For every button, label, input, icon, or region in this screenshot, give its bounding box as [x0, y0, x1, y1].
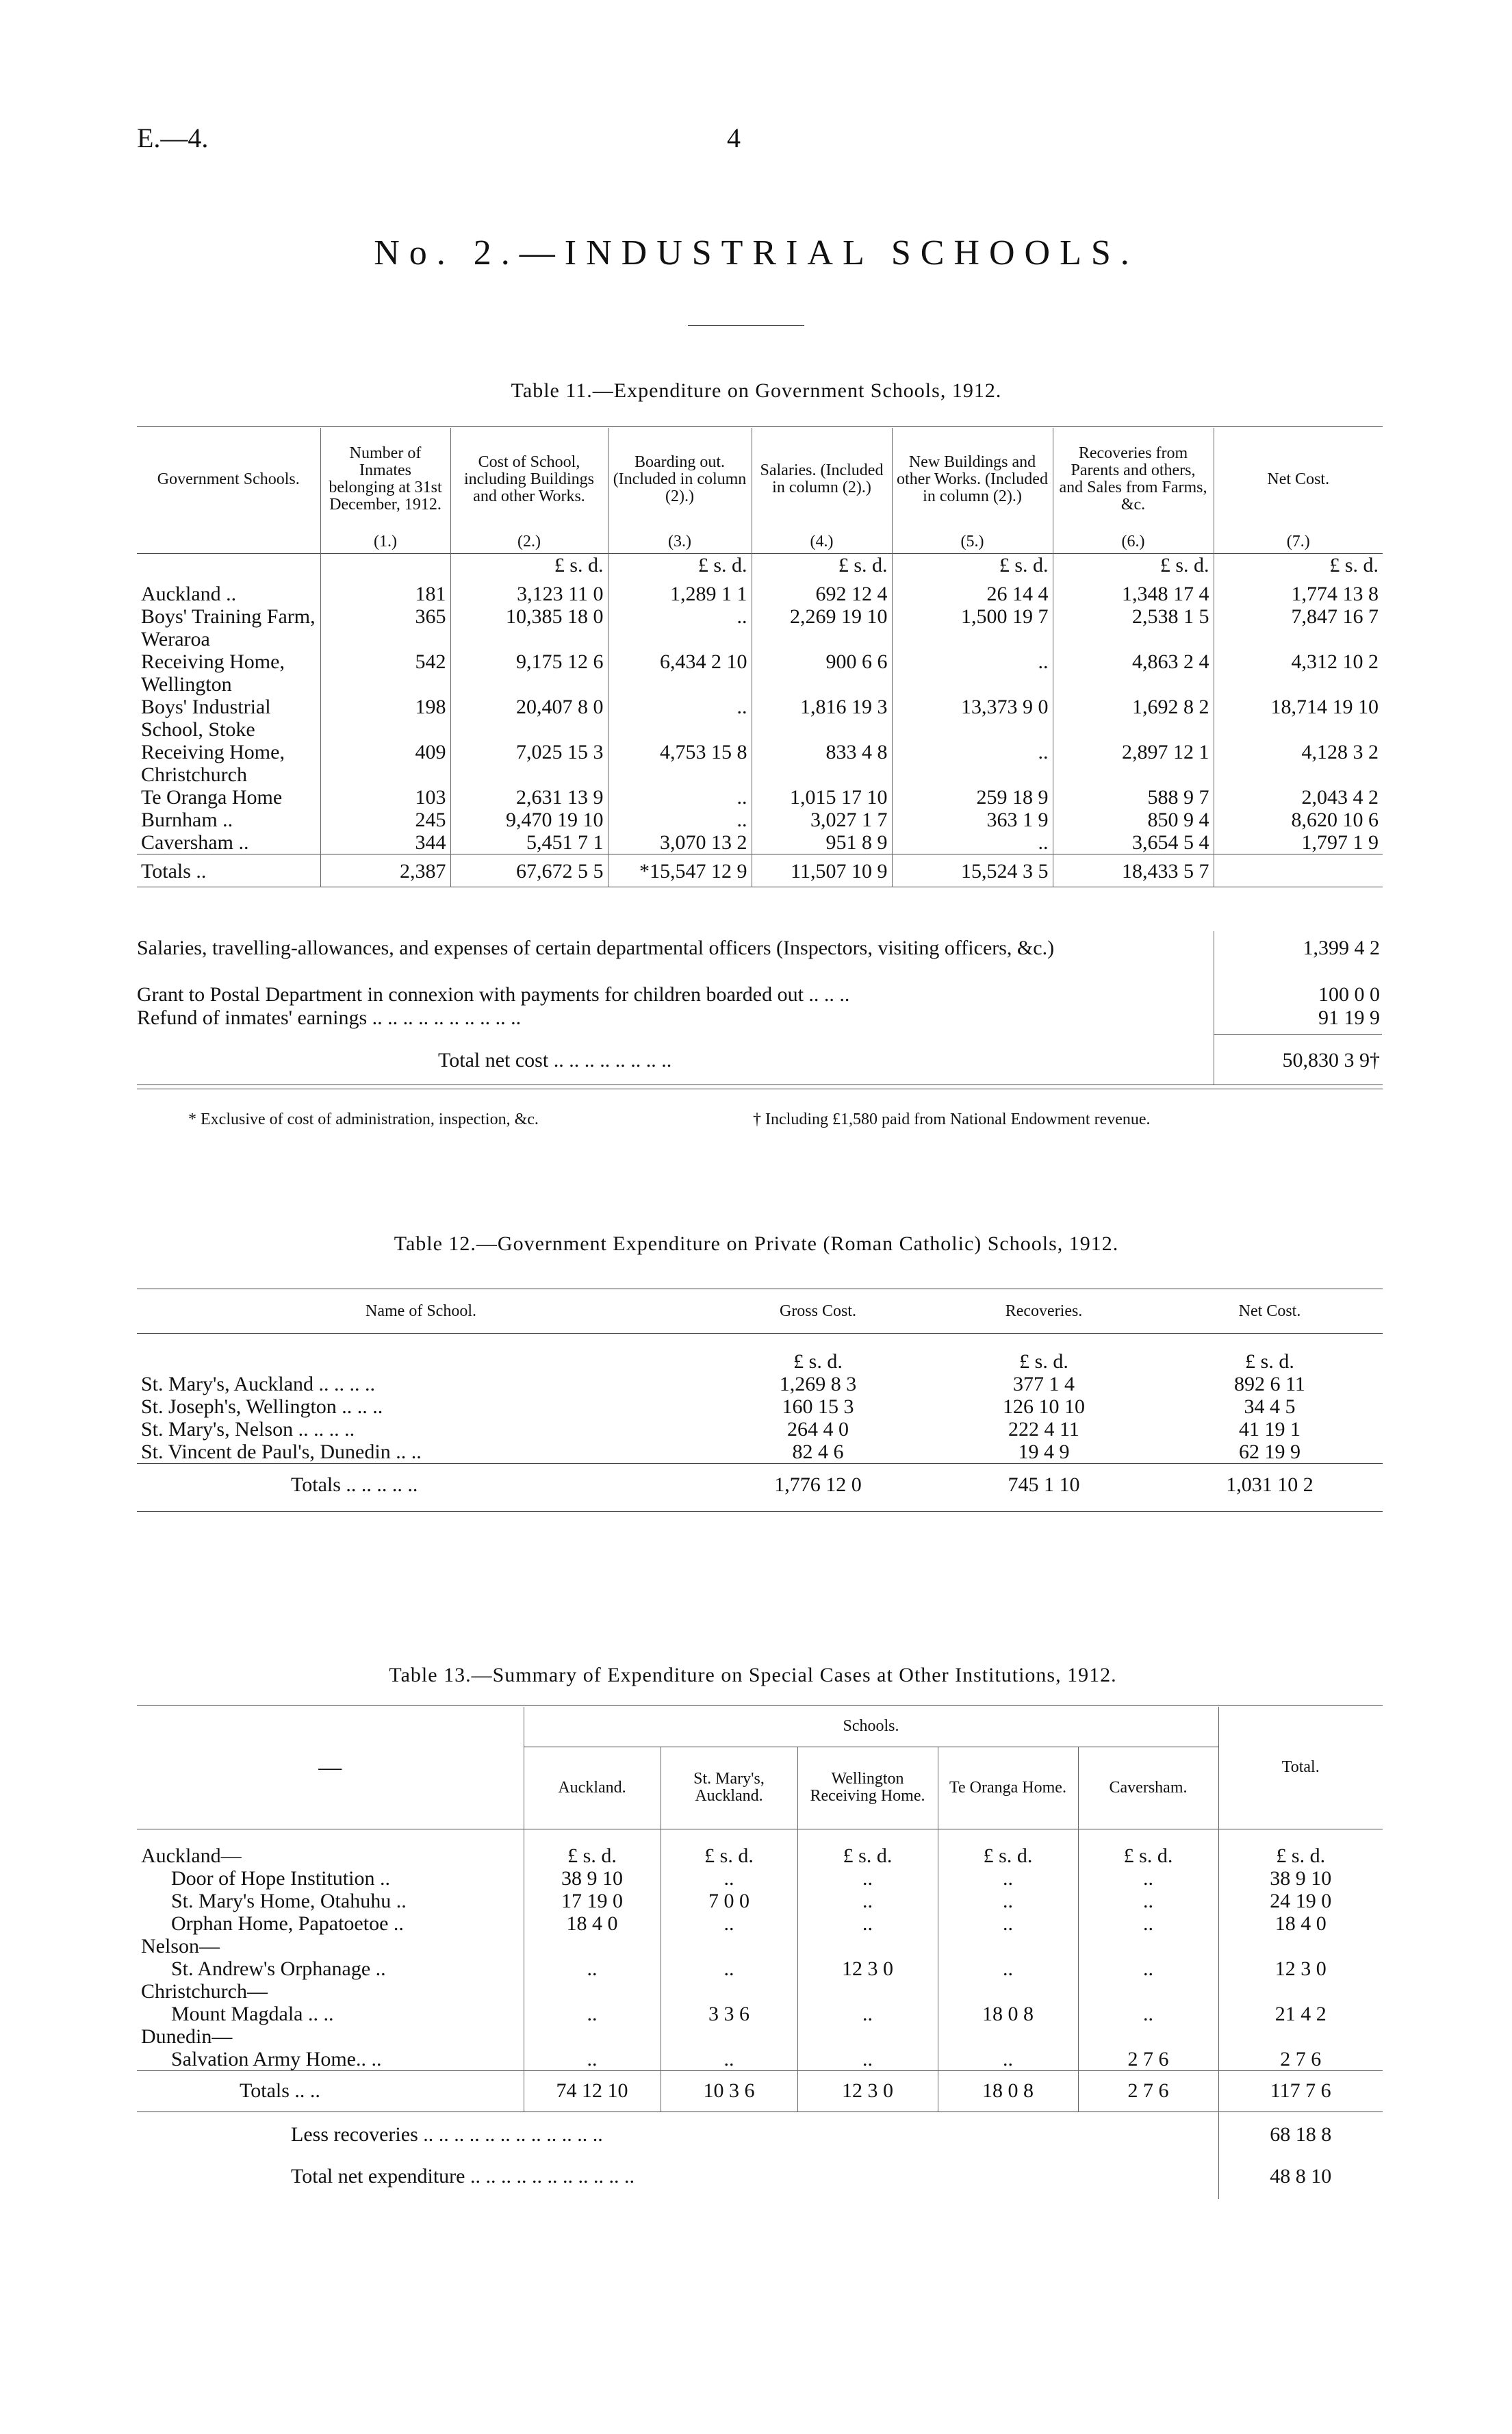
cell-c5: 2 7 6 [1078, 2048, 1218, 2071]
total-recoveries: 18,433 5 7 [1053, 854, 1214, 887]
cell-recoveries: 1,692 8 2 [1053, 696, 1214, 741]
t11-extra-1-label: Grant to Postal Department in connexion with payments for children boarded out .. .. .. [137, 983, 850, 1006]
cell-cost: 9,175 12 6 [450, 650, 608, 696]
cell-net: 41 19 1 [1239, 1418, 1300, 1441]
cell-c2: .. [661, 1867, 797, 1890]
colnum: (5.) [892, 531, 1053, 554]
cell-cost: 5,451 7 1 [450, 831, 608, 854]
group-label: Dunedin— [141, 2025, 233, 2048]
less-label: Less recoveries .. .. .. .. .. .. .. .. .. .. .. .. [291, 2122, 603, 2146]
cell-inmates: 245 [320, 809, 450, 831]
school-name: Boys' Industrial School, Stoke [141, 695, 271, 741]
cell-net: 892 6 11 [1234, 1373, 1305, 1395]
t11-col-recoveries: Recoveries from Parents and others, and Sales from Farms, &c. [1053, 428, 1214, 531]
cell-total: 38 9 10 [1218, 1867, 1383, 1890]
t11-col-salaries: Salaries. (Included in column (2).) [752, 428, 892, 531]
t11-extra-0-value: 1,399 4 2 [1303, 937, 1380, 959]
cell-salaries: 900 6 6 [752, 650, 892, 696]
units-label: £ s. d. [524, 1829, 661, 1867]
institution-name: Mount Magdala .. .. [171, 2002, 334, 2025]
table13-row [137, 2003, 1383, 2025]
cell-boarding: 1,289 1 1 [608, 583, 752, 605]
table12-row [137, 1441, 1383, 1464]
institution-name: Salvation Army Home.. .. [171, 2047, 382, 2070]
table12-row [137, 1395, 1383, 1418]
cell-c1: .. [524, 1957, 661, 1980]
empty-cell [797, 1980, 938, 2003]
t13-col-te-oranga: Te Oranga Home. [938, 1747, 1078, 1829]
cell-buildings: 259 18 9 [892, 786, 1053, 809]
table11-row [137, 696, 1383, 741]
t12-col-name: Name of School. [366, 1302, 476, 1321]
total-cost: 67,672 5 5 [450, 854, 608, 887]
t11-extra-2-label: Refund of inmates' earnings .. .. .. .. .. .. .. .. .. .. [137, 1006, 522, 1029]
units-label: £ s. d. [450, 554, 608, 583]
table11 [137, 428, 1383, 887]
cell-c3: .. [797, 1890, 938, 1912]
cell-cost: 3,123 11 0 [450, 583, 608, 605]
school-name: Caversham .. [141, 831, 249, 854]
cell-recoveries: 2,538 1 5 [1053, 605, 1214, 650]
cell-c2: .. [661, 2048, 797, 2071]
total-grand: 117 7 6 [1218, 2070, 1383, 2112]
units-label: £ s. d. [1019, 1349, 1068, 1373]
cell-recoveries: 222 4 11 [1008, 1418, 1079, 1441]
school-name: Receiving Home, Christchurch [141, 740, 285, 786]
cell-cost: 20,407 8 0 [450, 696, 608, 741]
empty-cell [938, 1935, 1078, 1957]
cell-buildings: .. [892, 650, 1053, 696]
group-label: Christchurch— [141, 1979, 268, 2003]
cell-salaries: 2,269 19 10 [752, 605, 892, 650]
cell-salaries: 692 12 4 [752, 583, 892, 605]
cell-recoveries: 126 10 10 [1003, 1395, 1085, 1418]
cell-c3: .. [797, 1912, 938, 1935]
table12-row [137, 1418, 1383, 1441]
colnum: (2.) [450, 531, 608, 554]
empty-cell [797, 2025, 938, 2048]
school-name: Te Oranga Home [141, 785, 283, 809]
table11-colnum-row [137, 531, 1383, 554]
total-c2: 10 3 6 [661, 2070, 797, 2112]
institution-name: St. Mary's Home, Otahuhu .. [171, 1889, 407, 1912]
t13-col-auckland: Auckland. [524, 1747, 661, 1829]
total-recoveries: 745 1 10 [1008, 1473, 1080, 1496]
t13-col-caversham: Caversham. [1078, 1747, 1218, 1829]
t11-total-net-label: Total net cost .. .. .. .. .. .. .. .. [438, 1049, 672, 1072]
cell-c3: .. [797, 2003, 938, 2025]
cell-net: 8,620 10 6 [1214, 809, 1383, 831]
cell-gross: 264 4 0 [787, 1418, 849, 1441]
school-name: St. Mary's, Nelson .. .. .. .. [141, 1418, 355, 1441]
cell-recoveries: 1,348 17 4 [1053, 583, 1214, 605]
t11-extra-0-label: Salaries, travelling-allowances, and expenses of certain departmental officers (Inspectors, visiting officers, &c.) [137, 937, 1055, 959]
cell-recoveries: 19 4 9 [1018, 1441, 1070, 1463]
cell-total: 12 3 0 [1218, 1957, 1383, 1980]
table12-totals-row [137, 1464, 1383, 1512]
institution-name: Orphan Home, Papatoetoe .. [171, 1912, 404, 1935]
group-label: Auckland— [141, 1844, 242, 1867]
cell-net: 18,714 19 10 [1214, 696, 1383, 741]
table11-row [137, 605, 1383, 650]
units-label: £ s. d. [797, 1829, 938, 1867]
cell-recoveries: 2,897 12 1 [1053, 741, 1214, 786]
school-name: Boys' Training Farm, Weraroa [141, 605, 316, 650]
table13-group-row [137, 1935, 1383, 1957]
cell-salaries: 3,027 1 7 [752, 809, 892, 831]
less-value: 68 18 8 [1218, 2112, 1383, 2155]
page-title: No. 2.—INDUSTRIAL SCHOOLS. [374, 233, 1139, 272]
cell-recoveries: 3,654 5 4 [1053, 831, 1214, 854]
cell-total: 2 7 6 [1218, 2048, 1383, 2071]
cell-inmates: 344 [320, 831, 450, 854]
cell-recoveries: 850 9 4 [1053, 809, 1214, 831]
cell-boarding: .. [608, 605, 752, 650]
cell-net: 1,797 1 9 [1214, 831, 1383, 854]
cell-c3: .. [797, 2048, 938, 2071]
units-label: £ s. d. [793, 1349, 843, 1373]
cell-recoveries: 377 1 4 [1013, 1373, 1075, 1395]
page-ref: E.—4. [137, 123, 209, 153]
table12-row [137, 1373, 1383, 1395]
t11-extra-2-value: 91 19 9 [1318, 1006, 1380, 1029]
empty-cell [524, 1980, 661, 2003]
empty-cell [661, 1980, 797, 2003]
cell-buildings: 26 14 4 [892, 583, 1053, 605]
table11-units-row [137, 554, 1383, 583]
cell-c2: .. [661, 1912, 797, 1935]
cell-net: 2,043 4 2 [1214, 786, 1383, 809]
school-name: Receiving Home, Wellington [141, 650, 285, 696]
table13-row [137, 2048, 1383, 2071]
cell-c1: 17 19 0 [524, 1890, 661, 1912]
colnum: (4.) [752, 531, 892, 554]
t11-col-cost: Cost of School, including Buildings and other Works. [450, 428, 608, 531]
cell-inmates: 365 [320, 605, 450, 650]
empty-cell [1078, 2025, 1218, 2048]
cell-c4: .. [938, 1867, 1078, 1890]
cell-buildings: 1,500 19 7 [892, 605, 1053, 650]
table12 [137, 1291, 1383, 1512]
units-label: £ s. d. [938, 1829, 1078, 1867]
cell-c4: 18 0 8 [938, 2003, 1078, 2025]
table11-row [137, 741, 1383, 786]
t12-col-gross: Gross Cost. [779, 1302, 857, 1321]
units-label: £ s. d. [1218, 1829, 1383, 1867]
empty-cell [1218, 2025, 1383, 2048]
empty-cell [938, 2025, 1078, 2048]
total-net: 1,031 10 2 [1226, 1473, 1314, 1496]
cell-net: 62 19 9 [1239, 1441, 1300, 1463]
cell-salaries: 951 8 9 [752, 831, 892, 854]
cell-c2: 3 3 6 [661, 2003, 797, 2025]
table12-caption: Table 12.—Government Expenditure on Private (Roman Catholic) Schools, 1912. [394, 1232, 1119, 1255]
table13-totals-row [137, 2070, 1383, 2112]
cell-c5: .. [1078, 1957, 1218, 1980]
table13-row [137, 1890, 1383, 1912]
total-gross: 1,776 12 0 [774, 1473, 862, 1496]
cell-buildings: .. [892, 831, 1053, 854]
cell-cost: 9,470 19 10 [450, 809, 608, 831]
cell-c4: .. [938, 1957, 1078, 1980]
cell-net: 4,312 10 2 [1214, 650, 1383, 696]
units-label: £ s. d. [1053, 554, 1214, 583]
cell-c5: .. [1078, 1867, 1218, 1890]
cell-salaries: 1,816 19 3 [752, 696, 892, 741]
cell-salaries: 833 4 8 [752, 741, 892, 786]
total-c3: 12 3 0 [797, 2070, 938, 2112]
table13-group-row [137, 1980, 1383, 2003]
cell-gross: 160 15 3 [782, 1395, 854, 1418]
t11-col-buildings: New Buildings and other Works. (Included in column (2).) [892, 428, 1053, 531]
empty-cell [1218, 1935, 1383, 1957]
school-name: St. Joseph's, Wellington .. .. .. [141, 1395, 383, 1418]
t11-col-net: Net Cost. [1214, 428, 1383, 531]
cell-c5: .. [1078, 1912, 1218, 1935]
t11-total-net-value: 50,830 3 9† [1282, 1049, 1380, 1072]
total-buildings: 15,524 3 5 [892, 854, 1053, 887]
table13-row [137, 1867, 1383, 1890]
cell-c1: .. [524, 2048, 661, 2071]
table11-caption: Table 11.—Expenditure on Government Schools, 1912. [511, 379, 1002, 402]
colnum: (1.) [320, 531, 450, 554]
table11-totals-row [137, 854, 1383, 887]
t13-col-total: Total. [1218, 1707, 1383, 1829]
units-label: £ s. d. [1245, 1349, 1294, 1373]
cell-buildings: 363 1 9 [892, 809, 1053, 831]
cell-c2: 7 0 0 [661, 1890, 797, 1912]
cell-recoveries: 4,863 2 4 [1053, 650, 1214, 696]
total-boarding: *15,547 12 9 [608, 854, 752, 887]
cell-salaries: 1,015 17 10 [752, 786, 892, 809]
t11-footnote-1: * Exclusive of cost of administration, inspection, &c. [188, 1111, 539, 1128]
cell-inmates: 542 [320, 650, 450, 696]
school-name: Auckland .. [141, 582, 237, 605]
totals-label: Totals .. [141, 859, 207, 883]
t11-footnote-2: † Including £1,580 paid from National Endowment revenue. [753, 1111, 1151, 1128]
table11-row [137, 786, 1383, 809]
school-name: Burnham .. [141, 808, 233, 831]
table11-row [137, 583, 1383, 605]
page-number: 4 [727, 123, 741, 153]
cell-inmates: 409 [320, 741, 450, 786]
table13-row [137, 1912, 1383, 1935]
empty-cell [1078, 1980, 1218, 2003]
table11-header-row [137, 428, 1383, 531]
cell-c3: 12 3 0 [797, 1957, 938, 1980]
empty-cell [524, 1935, 661, 1957]
cell-c1: .. [524, 2003, 661, 2025]
cell-inmates: 103 [320, 786, 450, 809]
colnum: (6.) [1053, 531, 1214, 554]
cell-cost: 2,631 13 9 [450, 786, 608, 809]
t11-col-inmates: Number of Inmates belonging at 31st December, 1912. [320, 428, 450, 531]
cell-boarding: 3,070 13 2 [608, 831, 752, 854]
cell-boarding: .. [608, 809, 752, 831]
cell-total: 21 4 2 [1218, 2003, 1383, 2025]
t11-extra-1-value: 100 0 0 [1318, 983, 1380, 1006]
table13-row [137, 1957, 1383, 1980]
cell-gross: 1,269 8 3 [779, 1373, 857, 1395]
table13-group-row [137, 2025, 1383, 2048]
cell-inmates: 198 [320, 696, 450, 741]
t13-schools-label: Schools. [524, 1707, 1218, 1747]
table11-row [137, 809, 1383, 831]
cell-c1: 18 4 0 [524, 1912, 661, 1935]
cell-c5: .. [1078, 1890, 1218, 1912]
totals-label: Totals .. .. [240, 2079, 320, 2102]
t11-col-school: Government Schools. [157, 470, 300, 488]
cell-recoveries: 588 9 7 [1053, 786, 1214, 809]
school-name: St. Vincent de Paul's, Dunedin .. .. [141, 1441, 422, 1463]
cell-c1: 38 9 10 [524, 1867, 661, 1890]
units-label: £ s. d. [752, 554, 892, 583]
cell-net: 1,774 13 8 [1214, 583, 1383, 605]
empty-cell [661, 2025, 797, 2048]
empty-cell [661, 1935, 797, 1957]
total-salaries: 11,507 10 9 [752, 854, 892, 887]
empty-cell [1078, 1935, 1218, 1957]
empty-cell [938, 1980, 1078, 2003]
net-label: Total net expenditure .. .. .. .. .. .. .. .. .. .. .. [291, 2165, 635, 2188]
cell-c3: .. [797, 1867, 938, 1890]
t13-dash: — [318, 1755, 342, 1781]
total-c5: 2 7 6 [1078, 2070, 1218, 2112]
table13 [137, 1707, 1383, 2199]
units-label: £ s. d. [892, 554, 1053, 583]
cell-c4: .. [938, 2048, 1078, 2071]
table13-units-row [137, 1829, 1383, 1867]
cell-c5: .. [1078, 2003, 1218, 2025]
units-label: £ s. d. [608, 554, 752, 583]
cell-inmates: 181 [320, 583, 450, 605]
cell-c4: .. [938, 1912, 1078, 1935]
table13-net-row [137, 2155, 1383, 2199]
cell-gross: 82 4 6 [792, 1441, 844, 1463]
empty-cell [524, 2025, 661, 2048]
institution-name: St. Andrew's Orphanage .. [171, 1957, 386, 1980]
units-label: £ s. d. [661, 1829, 797, 1867]
colnum: (7.) [1214, 531, 1383, 554]
table13-less-row [137, 2112, 1383, 2155]
cell-boarding: 6,434 2 10 [608, 650, 752, 696]
totals-label: Totals .. .. .. .. .. [291, 1473, 418, 1496]
table11-row [137, 650, 1383, 696]
t12-col-net: Net Cost. [1238, 1302, 1301, 1321]
cell-boarding: .. [608, 696, 752, 741]
t13-col-st-marys: St. Mary's, Auckland. [661, 1747, 797, 1829]
colnum: (3.) [608, 531, 752, 554]
units-label: £ s. d. [1214, 554, 1383, 583]
t13-col-wellington: Wellington Receiving Home. [797, 1747, 938, 1829]
cell-total: 24 19 0 [1218, 1890, 1383, 1912]
school-name: St. Mary's, Auckland .. .. .. .. [141, 1373, 376, 1395]
empty-cell [1218, 1980, 1383, 2003]
total-c1: 74 12 10 [524, 2070, 661, 2112]
total-c4: 18 0 8 [938, 2070, 1078, 2112]
t11-col-boarding: Boarding out. (Included in column (2).) [608, 428, 752, 531]
institution-name: Door of Hope Institution .. [171, 1866, 390, 1890]
cell-buildings: .. [892, 741, 1053, 786]
cell-net: 4,128 3 2 [1214, 741, 1383, 786]
cell-total: 18 4 0 [1218, 1912, 1383, 1935]
cell-net: 34 4 5 [1244, 1395, 1296, 1418]
cell-cost: 7,025 15 3 [450, 741, 608, 786]
cell-c2: .. [661, 1957, 797, 1980]
cell-cost: 10,385 18 0 [450, 605, 608, 650]
table13-caption: Table 13.—Summary of Expenditure on Special Cases at Other Institutions, 1912. [389, 1664, 1117, 1686]
cell-net: 7,847 16 7 [1214, 605, 1383, 650]
units-label: £ s. d. [1078, 1829, 1218, 1867]
empty-cell [797, 1935, 938, 1957]
table11-row [137, 831, 1383, 854]
cell-boarding: .. [608, 786, 752, 809]
cell-c4: .. [938, 1890, 1078, 1912]
cell-buildings: 13,373 9 0 [892, 696, 1053, 741]
group-label: Nelson— [141, 1934, 220, 1957]
cell-boarding: 4,753 15 8 [608, 741, 752, 786]
net-value: 48 8 10 [1218, 2155, 1383, 2199]
t12-col-recoveries: Recoveries. [1005, 1302, 1083, 1321]
total-inmates: 2,387 [320, 854, 450, 887]
table12-header-row [137, 1291, 1383, 1333]
